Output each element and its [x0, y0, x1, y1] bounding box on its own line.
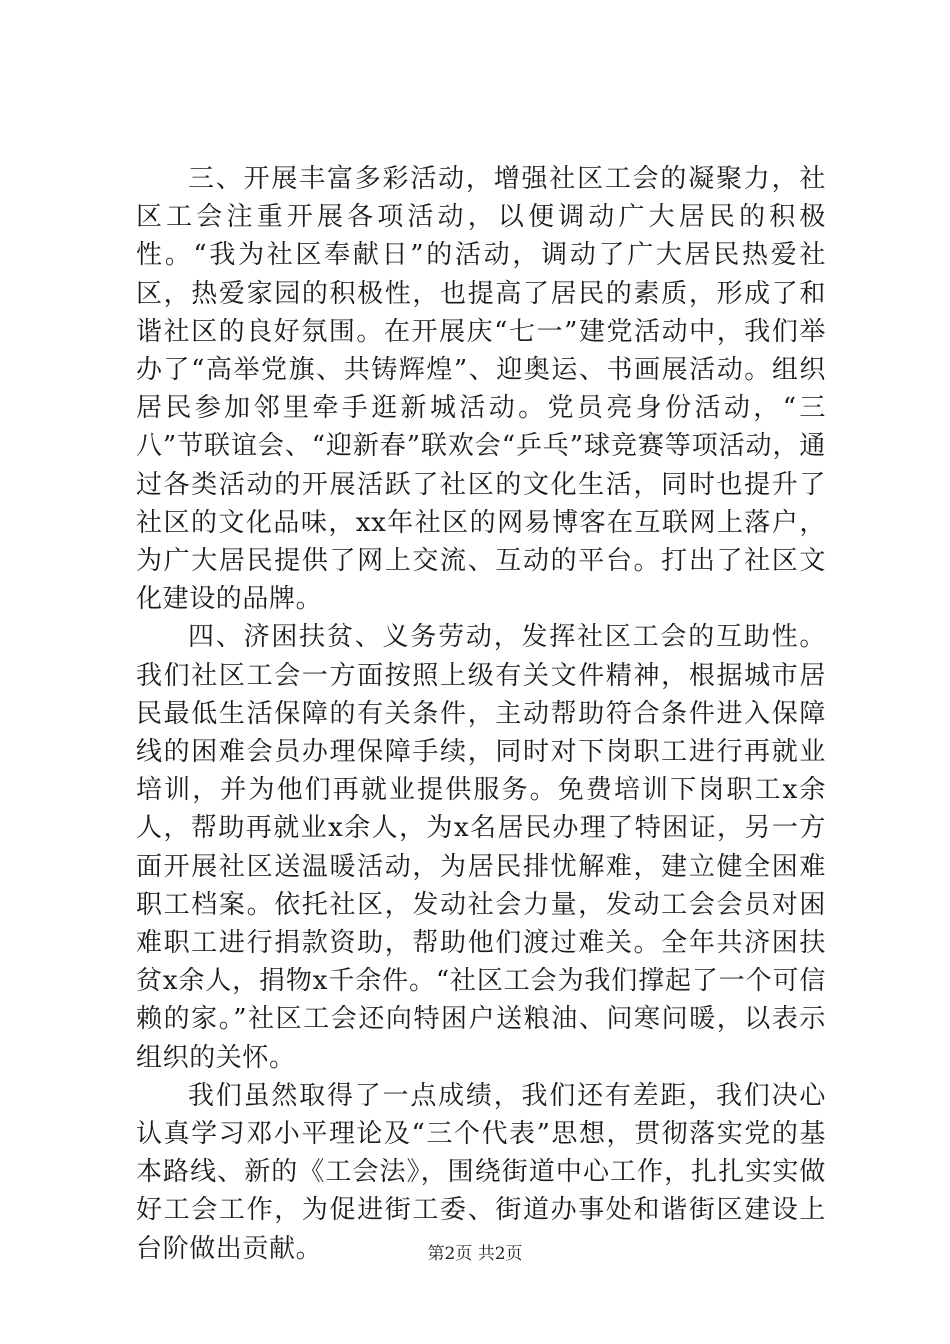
paragraph-poverty-relief: 四、济困扶贫、义务劳动，发挥社区工会的互助性。我们社区工会一方面按照上级有关文件精神，根据城市居民最低生活保障的有关条件，主动帮助符合条件进入保障线的困难会员办理保障手续，同时对下岗职工进行再就业培训，并为他们再就业提供服务。免费培训下岗职工x余人，帮助再就业x余人，为x名居民办理了特困证，另一方面开展社区送温暖活动，为居民排忧解难，建立健全困难职工档案。依托社区，发动社会力量，发动工会会员对困难职工进行捐款资助，帮助他们渡过难关。全年共济困扶贫x余人，捐物x千余件。“社区工会为我们撑起了一个可信赖的家。”社区工会还向特困户送粮油、问寒问暖，以表示组织的关怀。: [136, 622, 826, 1073]
paragraph-activities: 三、开展丰富多彩活动，增强社区工会的凝聚力，社区工会注重开展各项活动，以便调动广大居民的积极性。“我为社区奉献日”的活动，调动了广大居民热爱社区，热爱家园的积极性，也提高了居民的素质，形成了和谐社区的良好氛围。在开展庆“七一”建党活动中，我们举办了“高举党旗、共铸辉煌”、迎奥运、书画展活动。组织居民参加邻里牵手逛新城活动。党员亮身份活动，“三八”节联谊会、“迎新春”联欢会“乒乓”球竞赛等项活动，通过各类活动的开展活跃了社区的文化生活，同时也提升了社区的文化品味，xx年社区的网易博客在互联网上落户，为广大居民提供了网上交流、互动的平台。打出了社区文化建设的品牌。: [136, 164, 826, 615]
paragraph-conclusion: 我们虽然取得了一点成绩，我们还有差距，我们决心认真学习邓小平理论及“三个代表”思想，贯彻落实党的基本路线、新的《工会法》，围绕街道中心工作，扎扎实实做好工会工作，为促进街工委、街道办事处和谐街区建设上台阶做出贡献。: [136, 1080, 826, 1264]
document-body: [136, 160, 826, 1268]
page-footer: 第2页 共2页: [427, 1244, 523, 1264]
